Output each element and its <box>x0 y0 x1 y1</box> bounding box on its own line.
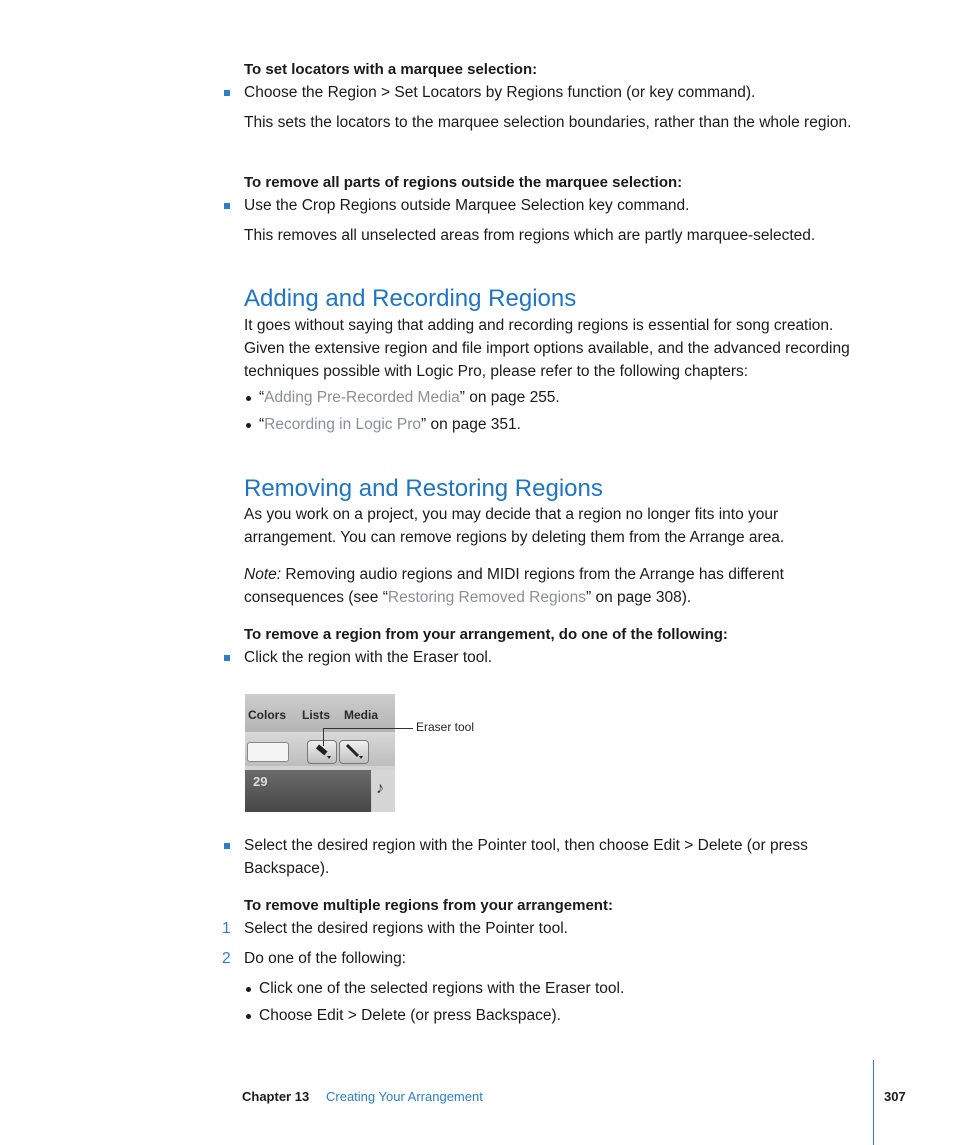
bullet-text: Use the Crop Regions outside Marquee Selection key command. <box>244 197 690 214</box>
eraser-tool-screenshot <box>245 694 395 812</box>
footer-divider <box>873 1060 874 1145</box>
eraser-tool-button <box>307 740 337 764</box>
link-restoring-removed-regions[interactable]: Restoring Removed Regions <box>387 589 587 606</box>
task-heading-set-locators: To set locators with a marquee selection: <box>244 61 538 78</box>
bullet-dot <box>246 987 251 992</box>
bullet-marker <box>224 655 230 661</box>
step-text: Do one of the following: <box>244 950 406 967</box>
bullet-dot <box>246 396 251 401</box>
tab-colors: Colors <box>248 708 287 722</box>
page-number: 307 <box>884 1089 906 1104</box>
list-item: “Recording in Logic Pro” on page 351. <box>259 416 521 433</box>
section-heading: Adding and Recording Regions <box>244 285 577 312</box>
note-label: Note: <box>244 566 282 583</box>
bullet-text: Click the region with the Eraser tool. <box>244 649 493 666</box>
bullet-text: Choose the Region > Set Locators by Regions function (or key command). <box>244 84 756 101</box>
footer-chapter-title[interactable]: Creating Your Arrangement <box>326 1089 483 1104</box>
step-number: 1 <box>222 920 231 937</box>
list-item: Choose Edit > Delete (or press Backspace). <box>259 1007 561 1024</box>
step-number: 2 <box>222 950 231 967</box>
task-heading-remove-multiple: To remove multiple regions from your arrangement: <box>244 897 613 914</box>
task-heading-remove-region: To remove a region from your arrangement, do one of the following: <box>244 626 728 643</box>
tab-lists: Lists <box>302 708 331 722</box>
bullet-dot <box>246 1014 251 1019</box>
callout-line <box>323 728 324 746</box>
bullet-dot <box>246 423 251 428</box>
link-adding-pre-recorded-media[interactable]: Adding Pre-Recorded Media <box>264 389 460 406</box>
section-heading: Removing and Restoring Regions <box>244 475 603 502</box>
task-heading-crop: To remove all parts of regions outside the marquee selection: <box>244 174 683 191</box>
eraser-icon <box>308 741 336 763</box>
footer-chapter: Chapter 13 <box>242 1089 310 1104</box>
bullet-text: Select the desired region with the Pointer tool, then choose Edit > Delete (or press Backspace). <box>244 837 808 877</box>
tab-media: Media <box>344 708 379 722</box>
paragraph: This sets the locators to the marquee selection boundaries, rather than the whole region. <box>244 114 852 131</box>
step-text: Select the desired regions with the Pointer tool. <box>244 920 568 937</box>
stepper-field <box>247 742 289 762</box>
section-title-adding <box>244 284 576 314</box>
bar-number: 29 <box>253 774 268 789</box>
paragraph: It goes without saying that adding and recording regions is essential for song creation. Given the extensive region and file import options available, and the advanced recording techniques possible with Logic Pro, please refer to the following chapters: <box>244 317 850 380</box>
pencil-tool-button <box>339 740 369 764</box>
bullet-marker <box>224 203 230 209</box>
list-item: Click one of the selected regions with the Eraser tool. <box>259 980 625 997</box>
link-recording-in-logic-pro[interactable]: Recording in Logic Pro <box>264 416 421 433</box>
pencil-icon <box>340 741 368 763</box>
paragraph: As you work on a project, you may decide that a region no longer fits into your arrangement. You can remove regions by deleting them from the Arrange area. <box>244 506 785 546</box>
music-note-icon: ♪ <box>376 780 384 797</box>
paragraph: This removes all unselected areas from regions which are partly marquee-selected. <box>244 227 816 244</box>
callout-label: Eraser tool <box>416 720 475 734</box>
bullet-marker <box>224 843 230 849</box>
callout-line <box>323 728 413 729</box>
note-paragraph: Note: Removing audio regions and MIDI regions from the Arrange has different consequences (see “Restoring Removed Regions” on page 308). <box>244 566 784 606</box>
list-item: “Adding Pre-Recorded Media” on page 255. <box>259 389 560 406</box>
section-title-removing <box>244 474 603 504</box>
bullet-marker <box>224 90 230 96</box>
